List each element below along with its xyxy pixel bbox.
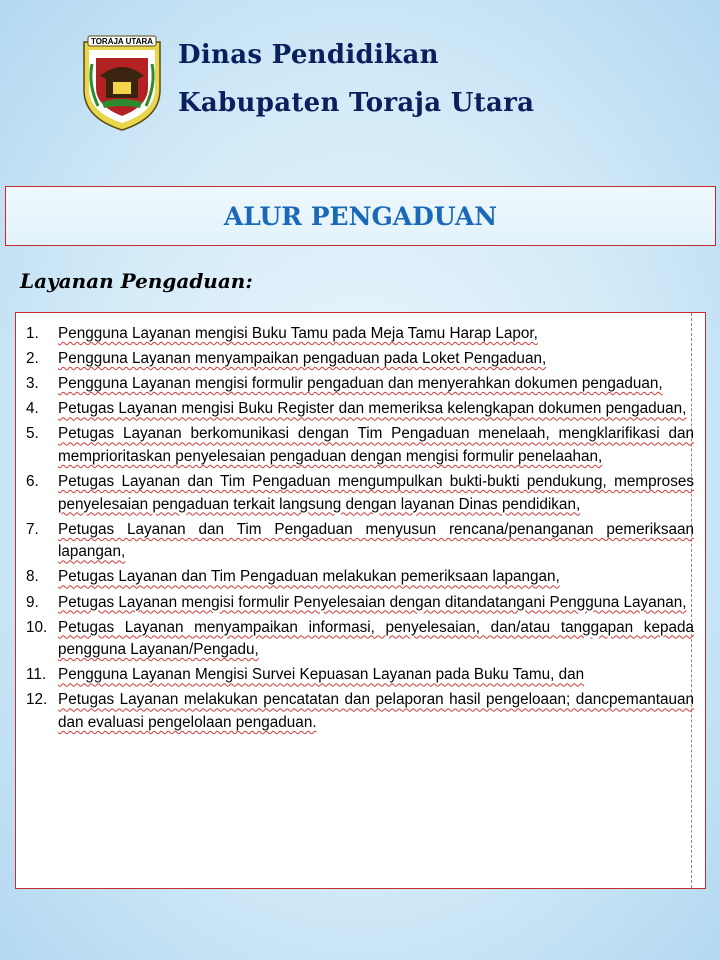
list-item: [16, 323, 706, 346]
org-name-line1: Dinas Pendidikan: [178, 40, 439, 70]
step-number: 3.: [26, 375, 39, 393]
step-number: 8.: [26, 568, 39, 586]
step-text: Petugas Layanan melakukan pencatatan dan pelaporan hasil pengeloaan; dancpemantauan dan evaluasi pengelolaan pengaduan.: [58, 691, 694, 731]
list-item: [16, 617, 706, 662]
step-number: 11.: [26, 666, 47, 684]
step-text: Pengguna Layanan Mengisi Survei Kepuasan Layanan pada Buku Tamu, dan: [58, 666, 585, 684]
logo-text: TORAJA UTARA: [90, 37, 154, 46]
step-text: Pengguna Layanan menyampaikan pengaduan pada Loket Pengaduan,: [58, 350, 547, 368]
step-number: 5.: [26, 425, 39, 443]
page-title: ALUR PENGADUAN: [223, 201, 498, 231]
step-number: 9.: [26, 593, 39, 611]
list-item: [16, 373, 706, 396]
step-text: Petugas Layanan mengisi Buku Register dan memeriksa kelengkapan dokumen pengaduan,: [58, 400, 687, 418]
step-number: 4.: [26, 400, 39, 418]
step-text: Petugas Layanan menyampaikan informasi, penyelesaian, dan/atau tanggapan kepada pengguna Layanan/Pengadu,: [58, 618, 694, 659]
list-item: [16, 471, 706, 516]
toraja-utara-logo: [80, 32, 164, 132]
step-text: Petugas Layanan mengisi formulir Penyelesaian dengan ditandatangani Pengguna Layanan,: [58, 593, 687, 611]
step-text: Petugas Layanan dan Tim Pengaduan menyusun rencana/penanganan pemeriksaan lapangan,: [58, 520, 694, 561]
step-text: Petugas Layanan dan Tim Pengaduan melakukan pemeriksaan lapangan,: [58, 568, 560, 586]
list-item: [16, 398, 706, 421]
document-panel: [15, 312, 706, 889]
list-item: [16, 689, 706, 734]
step-number: 12.: [26, 691, 48, 709]
step-number: 1.: [26, 325, 39, 342]
steps-list: [16, 323, 706, 737]
step-number: 7.: [26, 520, 39, 538]
list-item: [16, 348, 706, 371]
step-number: 6.: [26, 473, 39, 491]
section-subtitle: Layanan Pengaduan:: [20, 269, 253, 293]
list-item: [16, 664, 706, 687]
step-number: 2.: [26, 350, 39, 368]
list-item: [16, 423, 706, 468]
step-text: Petugas Layanan dan Tim Pengaduan mengumpulkan bukti-bukti pendukung, memproses penyelesaian pengaduan terkait langsung dengan layanan Dinas pendidikan,: [58, 473, 694, 513]
step-text: Pengguna Layanan mengisi formulir pengaduan dan menyerahkan dokumen pengaduan,: [58, 375, 663, 393]
step-text: Pengguna Layanan mengisi Buku Tamu pada Meja Tamu Harap Lapor,: [58, 325, 538, 342]
step-text: Petugas Layanan berkomunikasi dengan Tim Pengaduan menelaah, mengklarifikasi dan memprioritaskan penyelesaian pengaduan dengan mengisi formulir penelaahan,: [58, 425, 694, 465]
step-number: 10.: [26, 618, 48, 636]
org-name-line2: Kabupaten Toraja Utara: [178, 88, 535, 118]
list-item: [16, 566, 706, 589]
title-banner: [5, 186, 716, 246]
list-item: [16, 519, 706, 564]
list-item: [16, 592, 706, 615]
